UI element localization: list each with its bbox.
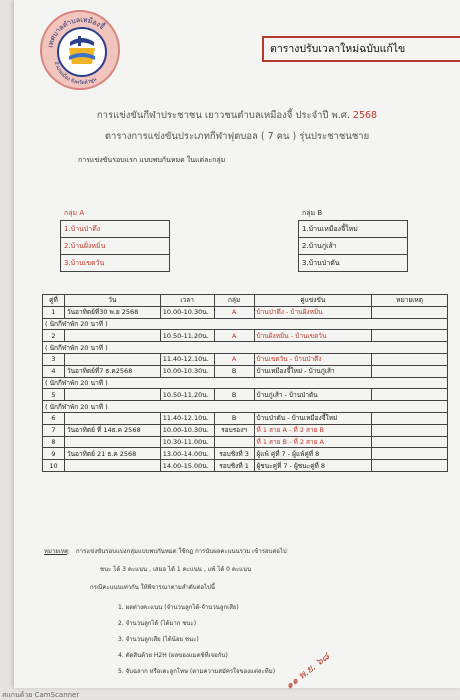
- table-row: [43, 436, 448, 448]
- criteria-item: 3. จำนวนลูกเสีย (ได้น้อย ชนะ): [118, 636, 199, 643]
- match-time: 13.00-14.00น.: [160, 448, 214, 460]
- match-teams: บ้านฝั่งหมิ่น - บ้านเขตวัน: [254, 330, 372, 342]
- table-row: [43, 353, 448, 365]
- match-time: 10.50-11.20น.: [160, 389, 214, 401]
- table-row: [43, 365, 448, 377]
- match-remark: [372, 412, 448, 424]
- break-text: ( นักกีฬาพัก 20 นาที ): [43, 377, 448, 389]
- table-row: [43, 389, 448, 401]
- criteria-item: 1. ผลต่างคะแนน (จำนวนลูกได้-จำนวนลูกเสีย): [118, 604, 239, 611]
- break-row: [43, 342, 448, 354]
- match-group: รอบรองฯ: [214, 424, 254, 436]
- break-text: ( นักกีฬาพัก 20 นาที ): [43, 401, 448, 413]
- match-remark: [372, 389, 448, 401]
- header-match: คู่แข่งขัน: [254, 295, 372, 307]
- break-row: [43, 401, 448, 413]
- match-no: 7: [43, 424, 65, 436]
- group-b-team: 3.บ้านป่าตัน: [299, 255, 408, 272]
- match-teams: ผู้ชนะคู่ที่ 7 - ผู้ชนะคู่ที่ 8: [254, 460, 372, 472]
- match-remark: [372, 424, 448, 436]
- event-title: [14, 108, 460, 123]
- event-year: 2568: [352, 110, 378, 121]
- logo-text-bottom: อำเภอเมือง จังหวัดลำพูน: [52, 60, 98, 87]
- match-remark: [372, 460, 448, 472]
- table-row: [43, 330, 448, 342]
- match-day: วันอาทิตย์ที่7 ธ.ค2568: [64, 365, 160, 377]
- match-time: 10.00-10.30น.: [160, 306, 214, 318]
- header-no: คู่ที่: [43, 295, 65, 307]
- match-remark: [372, 306, 448, 318]
- match-remark: [372, 448, 448, 460]
- table-row: [43, 460, 448, 472]
- match-teams: บ้านป่าตัน - บ้านเหมืองจี้ใหม่: [254, 412, 372, 424]
- match-teams: บ้านป่าตึง - บ้านฝั่งหมิ่น: [254, 306, 372, 318]
- criteria-item: 4. ตัดสินด้วย H2H (ผลของแมตช์ที่เจอกัน): [118, 652, 228, 659]
- match-day: วันอาทิตย์ที่30 พ.ย 2568: [64, 306, 160, 318]
- document-page: [14, 0, 460, 692]
- break-text: ( นักกีฬาพัก 20 นาที ): [43, 342, 448, 354]
- municipality-logo: [40, 10, 120, 90]
- match-no: 8: [43, 436, 65, 448]
- table-row: [43, 412, 448, 424]
- match-no: 9: [43, 448, 65, 460]
- match-group: B: [214, 412, 254, 424]
- match-teams: ที่ 1 สาย B - ที่ 2 สาย A: [254, 436, 372, 448]
- logo-emblem-icon: [42, 12, 122, 92]
- break-row: [43, 318, 448, 330]
- event-title-text: การแข่งขันกีฬาประชาชน เยาวชนตำบลเหมืองจี้ ประจำปี พ.ศ.: [96, 110, 350, 121]
- match-time: 10.50-11.20น.: [160, 330, 214, 342]
- intro-text: การแข่งขันรอบแรก แบบพบกันหมด ในแต่ละกลุ่ม: [78, 156, 226, 164]
- match-group: B: [214, 365, 254, 377]
- match-group: รอบชิงที่ 3: [214, 448, 254, 460]
- notes-line-1: การแข่งขันรอบแบ่งกลุ่มแบบพบกันหมด ใช้กฎ การนับผลคะแนนรวม เข้ารอบต่อไป: [76, 548, 287, 555]
- break-text: ( นักกีฬาพัก 20 นาที ): [43, 318, 448, 330]
- match-teams: บ้านกู่เส้า - บ้านป่าตัน: [254, 389, 372, 401]
- group-b-team: 1.บ้านเหมืองจี้ใหม่: [299, 221, 408, 238]
- match-teams: ที่ 1 สาย A - ที่ 2 สาย B: [254, 424, 372, 436]
- group-a-table: [60, 220, 170, 272]
- group-a-team: 3.บ้านเขตวัน: [61, 255, 170, 272]
- match-no: 5: [43, 389, 65, 401]
- match-no: 6: [43, 412, 65, 424]
- match-remark: [372, 330, 448, 342]
- match-no: 2: [43, 330, 65, 342]
- match-time: 11.40-12.10น.: [160, 412, 214, 424]
- schedule-title: ตารางการแข่งขันประเภทกีฬาฟุตบอล ( 7 คน ) รุ่นประชาชนชาย: [104, 131, 370, 142]
- break-row: [43, 377, 448, 389]
- group-b-table: [298, 220, 408, 272]
- notes-line-3: กรณีคะแนนเท่ากัน ให้พิจารณาตามลำดับต่อไปนี้: [90, 584, 216, 591]
- revision-title-box: ตารางปรับเวลาใหม่ฉบับแก้ไข: [262, 36, 460, 62]
- match-teams: บ้านเขตวัน - บ้านป่าตึง: [254, 353, 372, 365]
- notes-heading-text: หมายเหตุ: [44, 548, 69, 555]
- match-time: 14.00-15.00น.: [160, 460, 214, 472]
- match-day: [64, 460, 160, 472]
- group-b-team: 2.บ้านกู่เส้า: [299, 238, 408, 255]
- scanner-footer: สแกนด้วย CamScanner: [2, 691, 80, 699]
- criteria-item: 5. จับฉลาก หรือเตะลูกโทษ (ตามความสมัครใจของแต่ละทีม): [118, 668, 276, 675]
- match-remark: [372, 436, 448, 448]
- handwritten-date-note: ๑๑ พ.ย. ๖๘: [284, 651, 332, 692]
- header-day: วัน: [64, 295, 160, 307]
- match-day: [64, 330, 160, 342]
- match-teams: บ้านเหมืองจี้ใหม่ - บ้านกู่เส้า: [254, 365, 372, 377]
- match-no: 3: [43, 353, 65, 365]
- match-group: A: [214, 330, 254, 342]
- match-day: [64, 436, 160, 448]
- match-day: วันอาทิตย์ ที่ 14ธ.ค 2568: [64, 424, 160, 436]
- match-time: 10.30-11.00น.: [160, 436, 214, 448]
- match-day: [64, 353, 160, 365]
- match-group: [214, 436, 254, 448]
- table-row: [43, 448, 448, 460]
- criteria-item: 2. จำนวนลูกได้ (ได้มาก ชนะ): [118, 620, 197, 627]
- header-remark: หมายเหตุ: [372, 295, 448, 307]
- group-a-team: 2.บ้านฝั่งหมิ่น: [61, 238, 170, 255]
- schedule-header-row: [43, 295, 448, 307]
- notes-heading: [44, 546, 69, 556]
- header-time: เวลา: [160, 295, 214, 307]
- match-day: [64, 412, 160, 424]
- table-row: [43, 306, 448, 318]
- match-remark: [372, 353, 448, 365]
- match-teams: ผู้แพ้ คู่ที่ 7 - ผู้แพ้คู่ที่ 8: [254, 448, 372, 460]
- group-b-label: กลุ่ม B: [302, 209, 323, 217]
- match-group: รอบชิงที่ 1: [214, 460, 254, 472]
- match-group: A: [214, 353, 254, 365]
- match-no: 1: [43, 306, 65, 318]
- match-time: 10.00-10.30น.: [160, 365, 214, 377]
- notes-line-2: ชนะ ได้ 3 คะแนน , เสมอ ได้ 1 คะแนน , แพ้ ได้ 0 คะแนน: [100, 566, 252, 573]
- header-group: กลุ่ม: [214, 295, 254, 307]
- match-time: 10.00-10.30น.: [160, 424, 214, 436]
- match-day: วันอาทิตย์ 21 ธ.ค 2568: [64, 448, 160, 460]
- match-group: B: [214, 389, 254, 401]
- match-no: 10: [43, 460, 65, 472]
- match-no: 4: [43, 365, 65, 377]
- logo-text-top: เทศบาลตำบลเหมืองจี้: [46, 15, 106, 49]
- match-day: [64, 389, 160, 401]
- table-row: [43, 424, 448, 436]
- group-a-label: กลุ่ม A: [64, 209, 85, 217]
- match-time: 11.40-12.10น.: [160, 353, 214, 365]
- match-remark: [372, 365, 448, 377]
- match-group: A: [214, 306, 254, 318]
- group-a-team: 1.บ้านป่าตึง: [61, 221, 170, 238]
- schedule-table: [42, 294, 448, 472]
